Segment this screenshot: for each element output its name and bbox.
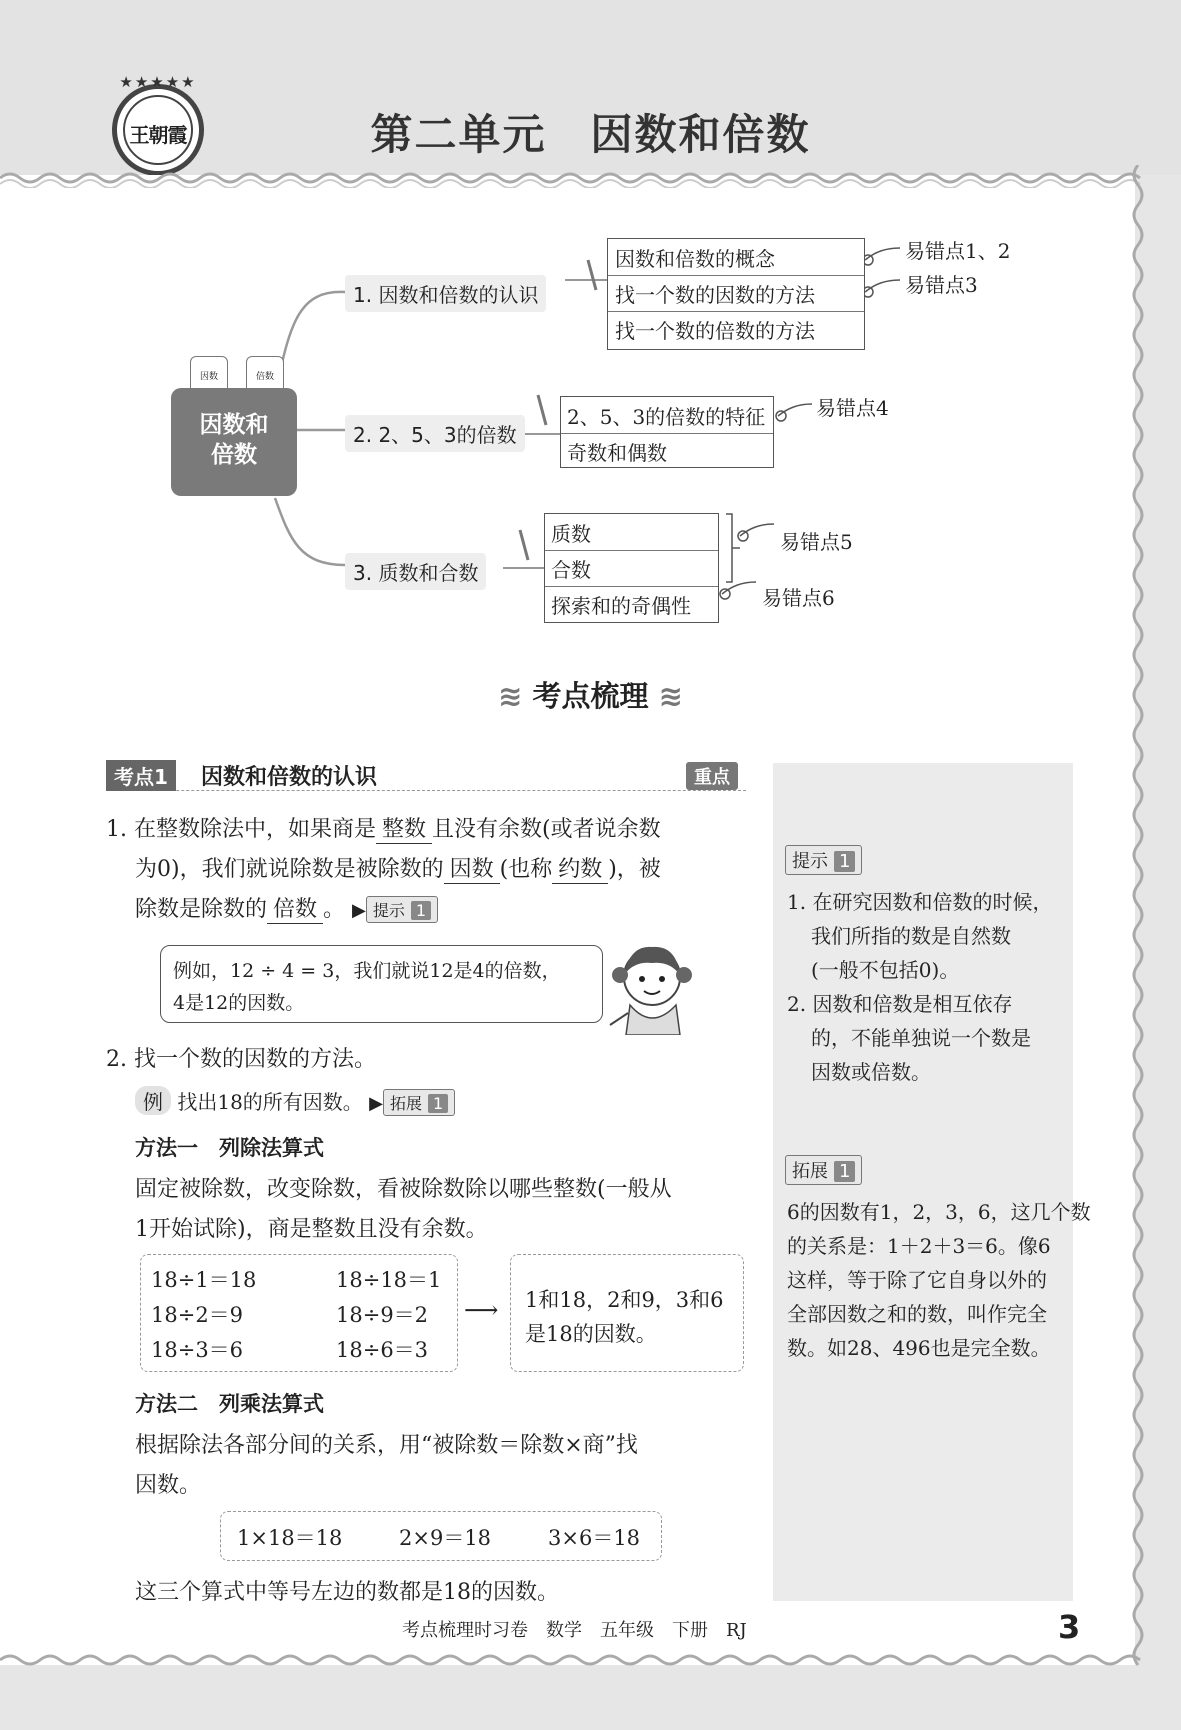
branch-1-error-2: 易错点3 [905,273,978,297]
text: 除数是除数的 [135,897,268,922]
para-1-line-3 [135,892,438,924]
branch-2-item-2: 奇数和偶数 [567,441,667,465]
para-2: 2. 找一个数的因数的方法。 [106,1047,376,1072]
branch-3-item-3: 探索和的奇偶性 [551,594,691,618]
sidebar-hint-line: 因数或倍数。 [811,1060,931,1084]
example-text: 找出18的所有因数。 [177,1090,363,1114]
method-1-line-1: 固定被除数，改变除数，看被除数除以哪些整数(一般从 [135,1177,672,1202]
triangle-right-icon: ▶ [352,900,366,921]
example-line [135,1086,455,1116]
para-1-line-1 [106,812,661,844]
mascot-factor: 因数 [190,356,228,398]
sidebar-hint-line: 的，不能单独说一个数是 [811,1026,1031,1050]
branch-1-item-2: 找一个数的因数的方法 [615,283,815,307]
division-result [525,1283,724,1351]
method-2-line-1: 根据除法各部分间的关系，用“被除数＝除数×商”找 [135,1433,638,1458]
sidebar-expand-line: 的关系是：1＋2＋3＝6。像6 [787,1234,1051,1258]
branch-3-label: 3. 质数和合数 [345,553,486,590]
branch-1-error-1: 易错点1、2 [905,239,1011,263]
sidebar-expand-line: 这样，等于除了它自身以外的 [787,1268,1047,1292]
division-result-line: 1和18，2和9，3和6 [525,1288,724,1312]
branch-3-item-2: 合数 [551,558,591,582]
key-point-badge: 重点 [686,762,738,790]
sidebar-expand-line: 全部因数之和的数，叫作完全 [787,1302,1047,1326]
text: (也称 [499,857,553,882]
sidebar-expand-num: 1 [834,1161,855,1182]
answer-blank: 因数 [444,852,500,884]
page-header [0,0,1181,175]
sidebar-hint-line: 1. 在研究因数和倍数的时候， [787,890,1053,914]
kaodian-tag: 考点1 [106,760,176,791]
sidebar-hint-label: 提示 [792,851,828,872]
branch-3-item-1: 质数 [551,522,591,546]
unit-title: 第二单元 因数和倍数 [370,110,811,159]
mindmap-center [171,388,297,496]
section-title [0,674,1181,715]
sidebar [773,763,1091,1601]
logo-text: 王朝霞 [129,123,187,147]
sidebar-hint-line: 2. 因数和倍数是相互依存 [787,992,1013,1016]
text: 。 [323,897,346,922]
girl-illustration [600,935,700,1035]
expand-label: 拓展 [390,1094,423,1113]
sidebar-hint-line: (一般不包括0)。 [811,958,960,982]
mascot-multiple: 倍数 [246,356,284,398]
division-right-col [336,1263,441,1368]
mindmap-center-label: 因数和倍数 [199,412,269,468]
answer-blank: 倍数 [267,892,323,924]
text: 为0)，我们就说除数是被除数的 [135,857,444,882]
division-box [140,1254,458,1372]
method-1-line-2: 1开始试除)，商是整数且没有余数。 [135,1217,488,1242]
sidebar-hint-body [787,885,1052,1089]
branch-3-error-1: 易错点5 [780,530,853,554]
method-1-title: 方法一 列除法算式 [135,1136,324,1160]
text: )，被 [608,857,661,882]
branch-1-label: 1. 因数和倍数的认识 [345,275,546,312]
branch-1-item-1: 因数和倍数的概念 [615,247,775,271]
multiplication-eq: 3×6＝18 [548,1526,641,1550]
conclusion: 这三个算式中等号左边的数都是18的因数。 [135,1580,559,1605]
sidebar-expand-body [787,1195,1091,1365]
multiplication-eq: 1×18＝18 [237,1526,343,1550]
sidebar-expand-tag [785,1155,862,1185]
kaodian-header [106,760,746,791]
division-result-box [510,1254,744,1372]
branch-2-error-1: 易错点4 [816,396,889,420]
answer-blank: 约数 [552,852,608,884]
multiplication-box [220,1511,662,1561]
branch-3-error-2: 易错点6 [762,586,835,610]
division-eq: 18÷1＝18 [151,1268,257,1292]
hint-label: 提示 [372,901,405,920]
division-result-line: 是18的因数。 [525,1322,657,1346]
method-2-line-2: 因数。 [135,1473,202,1498]
answer-blank: 整数 [376,812,432,844]
sidebar-expand-line: 6的因数有1，2，3，6，这几个数 [787,1200,1091,1224]
sidebar-expand-line: 数。如28、496也是完全数。 [787,1336,1051,1360]
wave-right-icon: ≋ [648,679,683,713]
division-eq: 18÷2＝9 [151,1303,244,1327]
text: 且没有余数(或者说余数 [432,817,661,842]
footer-text: 考点梳理时习卷 数学 五年级 下册 RJ [402,1620,747,1641]
hint-num: 1 [411,901,431,920]
text: 1. 在整数除法中，如果商是 [106,817,376,842]
branch-1-item-3: 找一个数的倍数的方法 [615,319,815,343]
page-number: 3 [1058,1608,1081,1646]
example-label: 例 [135,1086,171,1115]
division-left-col [151,1263,256,1368]
bottom-wave-border [0,1650,1181,1680]
example-bubble-line: 例如，12 ÷ 4 = 3，我们就说12是4的倍数， [173,960,561,982]
sidebar-hint-num: 1 [834,851,855,872]
method-2-title: 方法二 列乘法算式 [135,1392,324,1416]
example-bubble [160,945,603,1023]
multiplication-eq: 2×9＝18 [399,1526,492,1550]
division-eq: 18÷6＝3 [336,1338,429,1362]
sidebar-expand-label: 拓展 [792,1161,828,1182]
division-eq: 18÷9＝2 [336,1303,429,1327]
example-bubble-line: 4是12的因数。 [173,992,305,1014]
division-eq: 18÷3＝6 [151,1338,244,1362]
branch-2-item-1: 2、5、3的倍数的特征 [567,405,766,429]
para-1-line-2 [135,852,661,884]
section-title-text: 考点梳理 [532,679,649,713]
division-eq: 18÷18＝1 [336,1268,442,1292]
logo-stars-icon: ★★★★★ [119,73,197,91]
wave-left-icon: ≋ [498,679,533,713]
expand-num: 1 [428,1094,448,1113]
arrow-right-icon: ⟶ [464,1296,499,1324]
sidebar-hint-line: 我们所指的数是自然数 [811,924,1011,948]
kaodian-title: 因数和倍数的认识 [201,765,378,790]
triangle-right-icon: ▶ [369,1093,384,1114]
sidebar-hint-tag [785,845,862,875]
branch-2-label: 2. 2、5、3的倍数 [345,415,525,452]
